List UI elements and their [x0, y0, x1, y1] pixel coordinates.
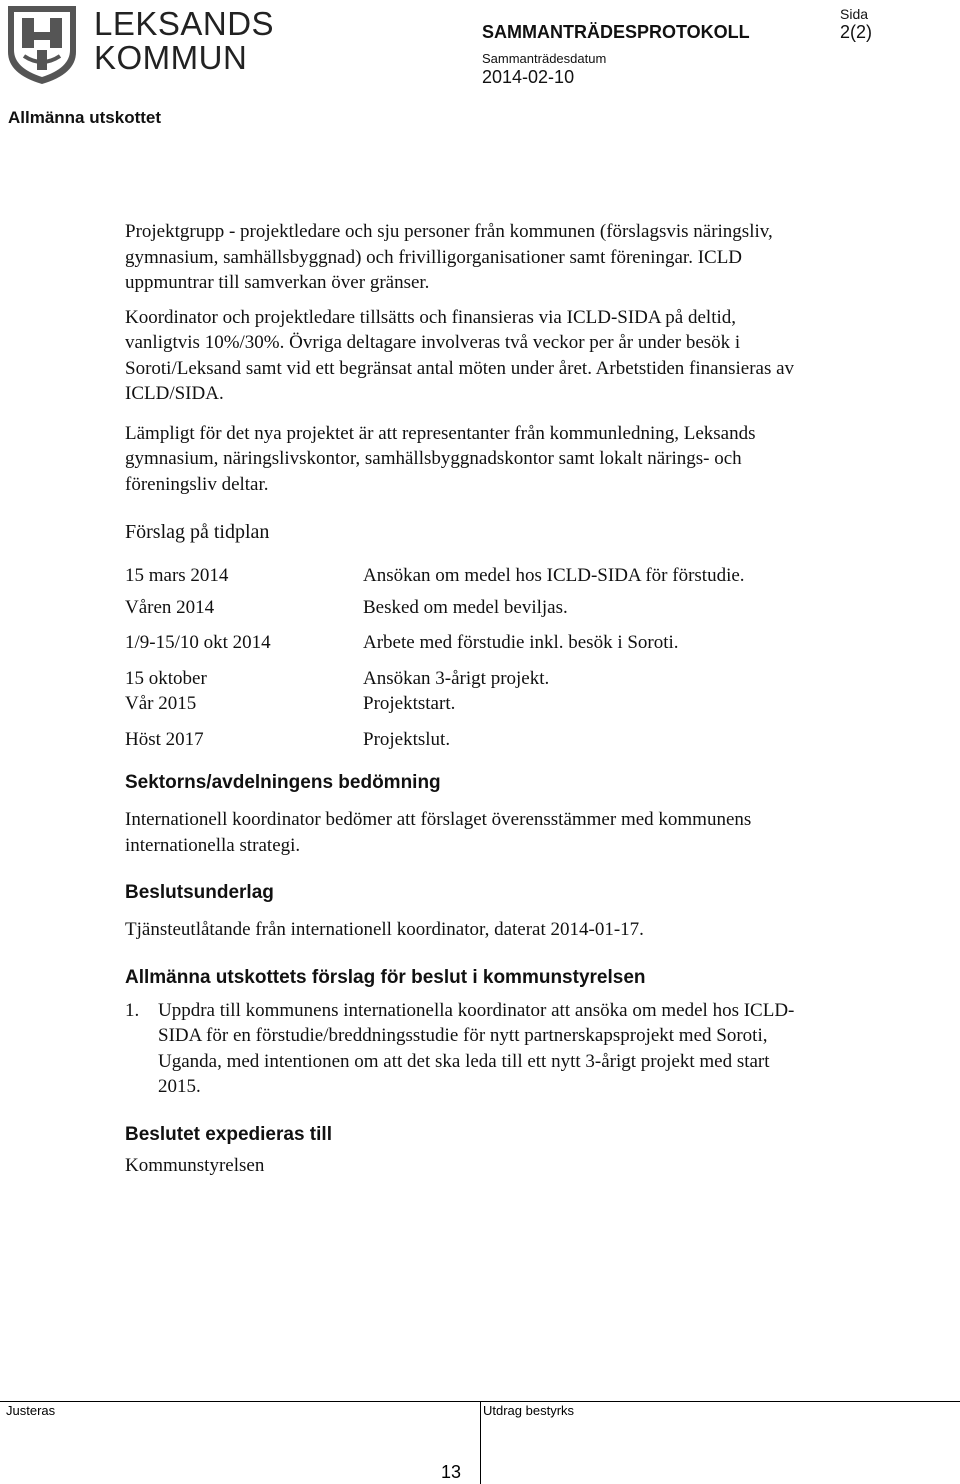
logo-wordmark: LEKSANDS KOMMUN [94, 5, 275, 76]
timeline-activity: Projektstart. [363, 693, 456, 714]
proposal-number: 1. [125, 999, 140, 1021]
timeline-activity: Ansökan 3-årigt projekt. [363, 667, 550, 689]
document-title: SAMMANTRÄDESPROTOKOLL [482, 22, 750, 42]
footer-justeras-label: Justeras [6, 1403, 56, 1418]
timeline-date: Våren 2014 [125, 596, 215, 618]
page-indicator: 2(2) [840, 22, 873, 42]
footer-utdrag-label: Utdrag bestyrks [483, 1403, 575, 1418]
municipality-logo [4, 2, 274, 86]
proposal-item [125, 998, 805, 1100]
timeline [125, 563, 805, 752]
meeting-date: 2014-02-10 [482, 67, 575, 87]
timeline-row [125, 727, 805, 753]
proposal-text: Uppdra till kommunens internationella koordinator att ansöka om medel hos ICLD-SIDA för en förstudie/breddningsstudie för nytt partnerskapsprojekt med Soroti, Uganda, med intentionen om att det ska leda till ett nytt 3-årigt projekt med start 2015. [158, 999, 795, 1097]
distribution-text: Kommunstyrelsen [125, 1154, 265, 1176]
timeline-row [125, 666, 805, 692]
basis-text: Tjänsteutlåtande från internationell koordinator, daterat 2014-01-17. [125, 919, 644, 940]
meeting-date-label: Sammanträdesdatum [482, 51, 607, 66]
timeline-date: 15 oktober [125, 667, 207, 689]
timeline-row [125, 630, 805, 656]
timeline-date: 1/9-15/10 okt 2014 [125, 632, 271, 653]
paragraph-coordinator: Koordinator och projektledare tillsätts och finansieras via ICLD-SIDA på deltid, vanligtvis 10%/30%. Övriga deltagare involveras två veckor per år under besök i Soroti/Leksand samt vid ett begränsat antal möten under året. Arbetstiden finansieras av ICLD/SIDA. [125, 306, 795, 404]
timeline-activity: Ansökan om medel hos ICLD-SIDA för förstudie. [363, 565, 745, 586]
timeline-activity: Besked om medel beviljas. [363, 596, 568, 618]
page-label: Sida [840, 6, 869, 22]
timeline-activity: Arbete med förstudie inkl. besök i Soroti. [363, 632, 679, 653]
proposal-heading: Allmänna utskottets förslag för beslut i kommunstyrelsen [125, 966, 646, 988]
basis-heading: Beslutsunderlag [125, 882, 274, 903]
assessment-heading: Sektorns/avdelningens bedömning [125, 772, 441, 793]
distribution-heading: Beslutet expedieras till [125, 1123, 332, 1145]
assessment-text: Internationell koordinator bedömer att förslaget överensstämmer med kommunens internationella strategi. [125, 809, 752, 856]
timeline-heading: Förslag på tidplan [125, 521, 270, 543]
paragraph-project-group: Projektgrupp - projektledare och sju personer från kommunen (förslagsvis näringsliv, gymnasium, samhällsbyggnad) och frivilligorganisationer samt föreningar. ICLD uppmuntrar till samverkan över gränser. [125, 221, 773, 293]
timeline-date: 15 mars 2014 [125, 565, 229, 586]
coat-of-arms-icon [4, 2, 84, 86]
timeline-date: Vår 2015 [125, 693, 197, 714]
timeline-row [125, 595, 805, 621]
paragraph-participants: Lämpligt för det nya projektet är att representanter från kommunledning, Leksands gymnasium, näringslivskontor, samhällsbyggnadskontor samt lokalt närings- och föreningsliv deltar. [125, 422, 756, 495]
footer-page-number: 13 [441, 1462, 462, 1482]
timeline-row [125, 691, 805, 717]
committee-name: Allmänna utskottet [8, 108, 162, 127]
timeline-activity: Projektslut. [363, 728, 451, 750]
footer-column-divider [480, 1401, 481, 1484]
document-body [125, 219, 805, 1178]
timeline-date: Höst 2017 [125, 728, 204, 750]
timeline-row [125, 563, 805, 589]
